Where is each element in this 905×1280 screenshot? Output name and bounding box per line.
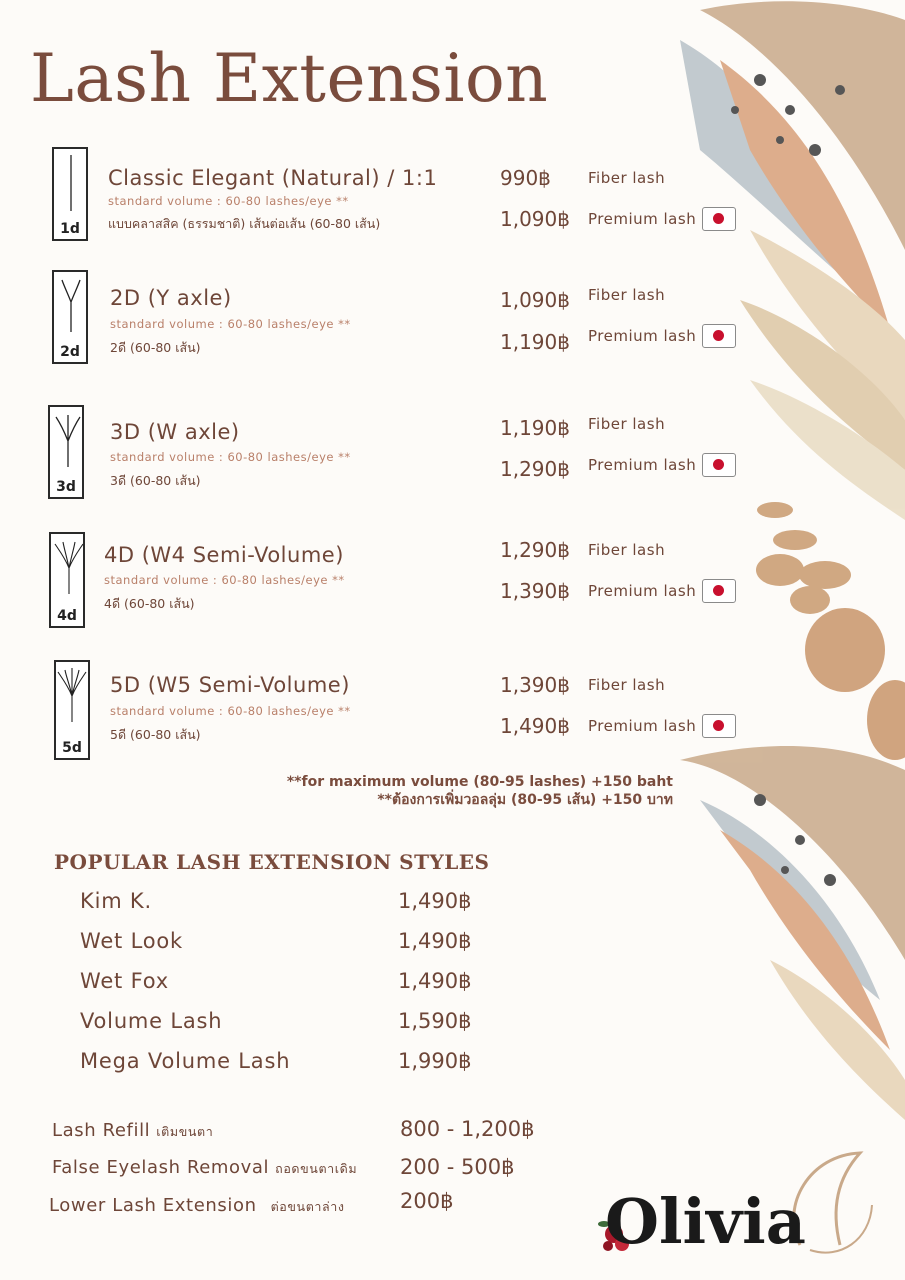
premium-lash-text: Premium lash [588,582,697,600]
fiber-price: 990฿ [500,166,551,190]
popular-item-price: 1,490฿ [398,929,472,953]
premium-lash-text: Premium lash [588,327,697,345]
service-thai: แบบคลาสสิค (ธรรมชาติ) เส้นต่อเส้น (60-80 เส้น) [108,216,381,231]
popular-styles-heading: POPULAR LASH EXTENSION STYLES [54,850,490,874]
fiber-label [588,676,665,694]
fiber-lash-text: Fiber lash [588,286,666,304]
fiber-price: 1,190฿ [500,416,570,440]
fiber-lash-text: Fiber lash [588,541,666,559]
service-thai: 4ดี (60-80 เส้น) [104,596,195,611]
premium-lash-text: Premium lash [588,717,697,735]
premium-lash-text: Premium lash [588,456,697,474]
service-standard: standard volume : 60-80 lashes/eye ** [110,450,351,464]
popular-item-name: Mega Volume Lash [80,1049,291,1073]
brand-logo: Olivia [605,1185,806,1258]
premium-price: 1,290฿ [500,457,570,481]
service-standard: standard volume : 60-80 lashes/eye ** [104,573,345,587]
fiber-label [588,169,665,187]
service-standard: standard volume : 60-80 lashes/eye ** [110,317,351,331]
popular-item-price: 1,990฿ [398,1049,472,1073]
extra-service [52,1157,357,1179]
popular-item-name: Kim K. [80,889,152,913]
service-thai: 5ดี (60-80 เส้น) [110,727,201,742]
extra-service [49,1195,345,1217]
japan-flag-icon [702,324,736,348]
premium-price: 1,490฿ [500,714,570,738]
page-title: Lash Extension [30,40,549,117]
japan-flag-icon [702,453,736,477]
service-thai: 3ดี (60-80 เส้น) [110,473,201,488]
service-thai: 2ดี (60-80 เส้น) [110,340,201,355]
japan-flag-icon [702,207,736,231]
service-standard: standard volume : 60-80 lashes/eye ** [110,704,351,718]
lash-style-icon-4d [49,532,85,628]
fiber-price: 1,290฿ [500,538,570,562]
premium-label [588,207,736,231]
fiber-lash-text: Fiber lash [588,676,666,694]
fiber-label [588,541,665,559]
extra-service-price: 800 - 1,200฿ [400,1117,535,1141]
extra-service-thai: ถอดขนตาเดิม [275,1161,358,1176]
service-standard: standard volume : 60-80 lashes/eye ** [108,194,349,208]
japan-flag-icon [702,714,736,738]
max-volume-note [287,773,673,809]
lash-style-icon-2d [52,270,88,364]
lash-tag: 3d [56,479,76,495]
premium-lash-text: Premium lash [588,210,697,228]
popular-item-price: 1,490฿ [398,889,472,913]
extra-service [52,1120,213,1142]
extra-service-thai: เติมขนตา [156,1124,214,1139]
service-name: 4D (W4 Semi-Volume) [104,543,344,567]
fiber-lash-text: Fiber lash [588,415,666,433]
popular-item-name: Wet Fox [80,969,169,993]
premium-label [588,324,736,348]
extra-service-name: False Eyelash Removal [52,1157,270,1178]
popular-item-name: Volume Lash [80,1009,223,1033]
premium-price: 1,190฿ [500,330,570,354]
premium-label [588,714,736,738]
extra-service-name: Lash Refill [52,1120,151,1141]
extra-service-name: Lower Lash Extension [49,1195,257,1216]
feather-decoration [640,0,905,1280]
popular-item-price: 1,590฿ [398,1009,472,1033]
premium-price: 1,090฿ [500,207,570,231]
lash-tag: 2d [60,344,80,360]
fiber-label [588,415,665,433]
max-volume-note-th: **ต้องการเพิ่มวอลลุ่ม (80-95 เส้น) +150 บาท [377,792,673,808]
premium-label [588,453,736,477]
lash-tag: 5d [62,740,82,756]
service-name: 3D (W axle) [110,420,240,444]
japan-flag-icon [702,579,736,603]
fiber-price: 1,390฿ [500,673,570,697]
lash-tag: 1d [60,221,80,237]
fiber-lash-text: Fiber lash [588,169,666,187]
lash-style-icon-1d [52,147,88,241]
popular-item-name: Wet Look [80,929,183,953]
premium-price: 1,390฿ [500,579,570,603]
popular-item-price: 1,490฿ [398,969,472,993]
fiber-price: 1,090฿ [500,288,570,312]
fiber-label [588,286,665,304]
lash-style-icon-5d [54,660,90,760]
service-name: 2D (Y axle) [110,286,232,310]
lash-tag: 4d [57,608,77,624]
service-name: Classic Elegant (Natural) / 1:1 [108,166,438,190]
max-volume-note-en: **for maximum volume (80-95 lashes) +150 baht [286,774,673,790]
extra-service-thai: ต่อขนตาล่าง [270,1199,345,1214]
extra-service-price: 200฿ [400,1189,454,1213]
extra-service-price: 200 - 500฿ [400,1155,515,1179]
premium-label [588,579,736,603]
service-name: 5D (W5 Semi-Volume) [110,673,350,697]
lash-style-icon-3d [48,405,84,499]
